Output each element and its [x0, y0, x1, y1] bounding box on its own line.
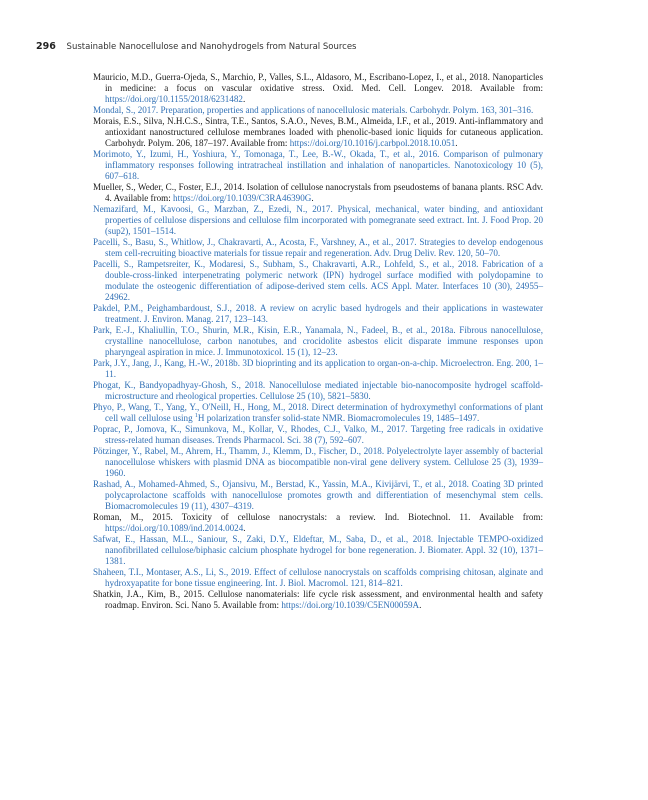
reference-tail: .: [311, 193, 314, 203]
reference-entry: [93, 479, 543, 512]
reference-entry: [93, 534, 543, 567]
superscript: 1: [194, 413, 198, 419]
reference-text: Nemazifard, M., Kavoosi, G., Marzban, Z., Ezedi, N., 2017. Physical, mechanical, water binding, and antioxidant properties of cellulose dispersions and cellulose film incorporated with pomegranate seed extract. Int. J. Food Prop. 20 (sup2), 1501–1514.: [93, 204, 543, 236]
page-number: 296: [36, 41, 56, 52]
reference-tail: .: [455, 138, 458, 148]
doi-link[interactable]: https://doi.org/10.1155/2018/6231482: [105, 94, 243, 104]
reference-entry: [93, 116, 543, 149]
reference-entry: [93, 182, 543, 204]
reference-entry: [93, 567, 543, 589]
reference-list: [93, 72, 543, 611]
reference-entry: [93, 380, 543, 402]
reference-entry: [93, 325, 543, 358]
reference-entry: [93, 237, 543, 259]
reference-text: Pakdel, P.M., Peighambardoust, S.J., 2018. A review on acrylic based hydrogels and their applications in wastewater treatment. J. Environ. Manag. 217, 123–143.: [93, 303, 543, 324]
doi-link[interactable]: https://doi.org/10.1089/ind.2014.0024: [105, 523, 244, 533]
reference-entry: [93, 512, 543, 534]
reference-text: Pötzinger, Y., Rabel, M., Ahrem, H., Thamm, J., Klemm, D., Fischer, D., 2018. Polyelectrolyte layer assembly of bacterial nanocellulose whiskers with plasmid DNA as biocompatible non-viral gene delivery system. Cellulose 25 (3), 1939–1960.: [93, 446, 543, 478]
reference-tail: .: [242, 94, 246, 104]
reference-text: Mondal, S., 2017. Preparation, properties and applications of nanocellulosic materials. Carbohydr. Polym. 163, 301–316.: [93, 105, 534, 115]
reference-text: Mauricio, M.D., Guerra-Ojeda, S., Marchio, P., Valles, S.L., Aldasoro, M., Escribano-Lopez, I., et al., 2018. Nanoparticles in medicine: a focus on vascular oxidative stress. Oxid. Med. Cell. Longev. 2018. Available from:: [93, 72, 543, 93]
reference-text: Shaheen, T.I., Montaser, A.S., Li, S., 2019. Effect of cellulose nanocrystals on scaffolds comprising chitosan, alginate and hydroxyapatite for bone tissue engineering. Int. J. Biol. Macromol. 121, 814–821.: [93, 567, 543, 588]
reference-text: Poprac, P., Jomova, K., Simunkova, M., Kollar, V., Rhodes, C.J., Valko, M., 2017. Targeting free radicals in oxidative stress-related human diseases. Trends Pharmacol. Sci. 38 (7), 592–607.: [93, 424, 543, 445]
reference-text: Morais, E.S., Silva, N.H.C.S., Sintra, T.E., Santos, S.A.O., Neves, B.M., Almeida, I.F., et al., 2019. Anti-inflammatory and antioxidant nanostructured cellulose membranes loaded with phenolic-based ionic liquids for cutaneous application. Carbohydr. Polym. 206, 187–197. Available from:: [93, 116, 543, 148]
reference-text: Park, J.Y., Jang, J., Kang, H.-W., 2018b. 3D bioprinting and its application to organ-on-a-chip. Microelectron. Eng. 200, 1–11.: [93, 358, 543, 379]
reference-text: Phyo, P., Wang, T., Yang, Y., O'Neill, H., Hong, M., 2018. Direct determination of hydroxymethyl conformations of plant cell wall cellulose using: [93, 402, 543, 423]
reference-entry: [93, 358, 543, 380]
reference-entry: [93, 589, 543, 611]
reference-text: Shatkin, J.A., Kim, B., 2015. Cellulose nanomaterials: life cycle risk assessment, and environmental health and safety roadmap. Environ. Sci. Nano 5. Available from:: [93, 589, 543, 610]
reference-text: Pacelli, S., Rampetsreiter, K., Modaresi, S., Subham, S., Chakravarti, A.R., Lohfeld, S., et al., 2018. Fabrication of a double-cross-linked interpenetrating polymeric network (IPN) hydrogel surface modified with polydopamine to modulate the osteogenic differentiation of adipose-derived stem cells. ACS Appl. Mater. Interfaces 10 (30), 24955–24962.: [93, 259, 543, 302]
reference-text: Phogat, K., Bandyopadhyay-Ghosh, S., 2018. Nanocellulose mediated injectable bio-nanocomposite hydrogel scaffold-microstructure and rheological properties. Cellulose 25 (10), 5821–5830.: [93, 380, 543, 401]
reference-entry: [93, 72, 543, 105]
reference-text: Rashad, A., Mohamed-Ahmed, S., Ojansivu, M., Berstad, K., Yassin, M.A., Kivijärvi, T., et al., 2018. Coating 3D printed polycaprolactone scaffolds with nanocellulose promotes growth and differentiation of mesenchymal stem cells. Biomacromolecules 19 (11), 4307–4319.: [93, 479, 543, 511]
reference-text-continued: H polarization transfer solid-state NMR. Biomacromolecules 19, 1485–1497.: [197, 413, 480, 423]
doi-link[interactable]: https://doi.org/10.1039/C5EN00059A: [281, 600, 420, 610]
reference-entry: [93, 424, 543, 446]
doi-link[interactable]: https://doi.org/10.1016/j.carbpol.2018.10.051: [289, 138, 456, 148]
reference-entry: [93, 446, 543, 479]
reference-text: Pacelli, S., Basu, S., Whitlow, J., Chakravarti, A., Acosta, F., Varshney, A., et al., 2017. Strategies to develop endogenous stem cell-recruiting bioactive materials for tissue repair and regeneration. Adv. Drug Deliv. Rev. 120, 50–70.: [93, 237, 543, 258]
reference-text: Park, E.-J., Khaliullin, T.O., Shurin, M.R., Kisin, E.R., Yanamala, N., Fadeel, B., et al., 2018a. Fibrous nanocellulose, crystalline nanocellulose, carbon nanotubes, and crocidolite asbestos elicit disparate immune responses upon pharyngeal aspiration in mice. J. Immunotoxicol. 15 (1), 12–23.: [93, 325, 543, 357]
running-header: [36, 41, 612, 55]
reference-text: Safwat, E., Hassan, M.L., Saniour, S., Zaki, D.Y., Eldeftar, M., Saba, D., et al., 2018. Injectable TEMPO-oxidized nanofibrillated cellulose/biphasic calcium phosphate hydrogel for bone regeneration. J. Biomater. Appl. 32 (10), 1371–1381.: [93, 534, 543, 566]
reference-entry: [93, 204, 543, 237]
reference-text: Morimoto, Y., Izumi, H., Yoshiura, Y., Tomonaga, T., Lee, B.-W., Okada, T., et al., 2016. Comparison of pulmonary inflammatory responses following intratracheal instillation and inhalation of nanoparticles. Nanotoxicology 10 (5), 607–618.: [93, 149, 543, 181]
reference-entry: [93, 259, 543, 303]
reference-text: Mueller, S., Weder, C., Foster, E.J., 2014. Isolation of cellulose nanocrystals from pseudostems of banana plants. RSC Adv. 4. Available from:: [93, 182, 543, 203]
reference-tail: .: [243, 523, 246, 533]
running-title: Sustainable Nanocellulose and Nanohydrogels from Natural Sources: [66, 42, 357, 52]
reference-entry: [93, 149, 543, 182]
reference-entry: [93, 402, 543, 424]
reference-entry: [93, 105, 543, 116]
reference-entry: [93, 303, 543, 325]
reference-tail: .: [419, 600, 422, 610]
doi-link[interactable]: https://doi.org/10.1039/C3RA46390G: [173, 193, 312, 203]
reference-text: Roman, M., 2015. Toxicity of cellulose nanocrystals: a review. Ind. Biotechnol. 11. Available from:: [93, 512, 543, 522]
